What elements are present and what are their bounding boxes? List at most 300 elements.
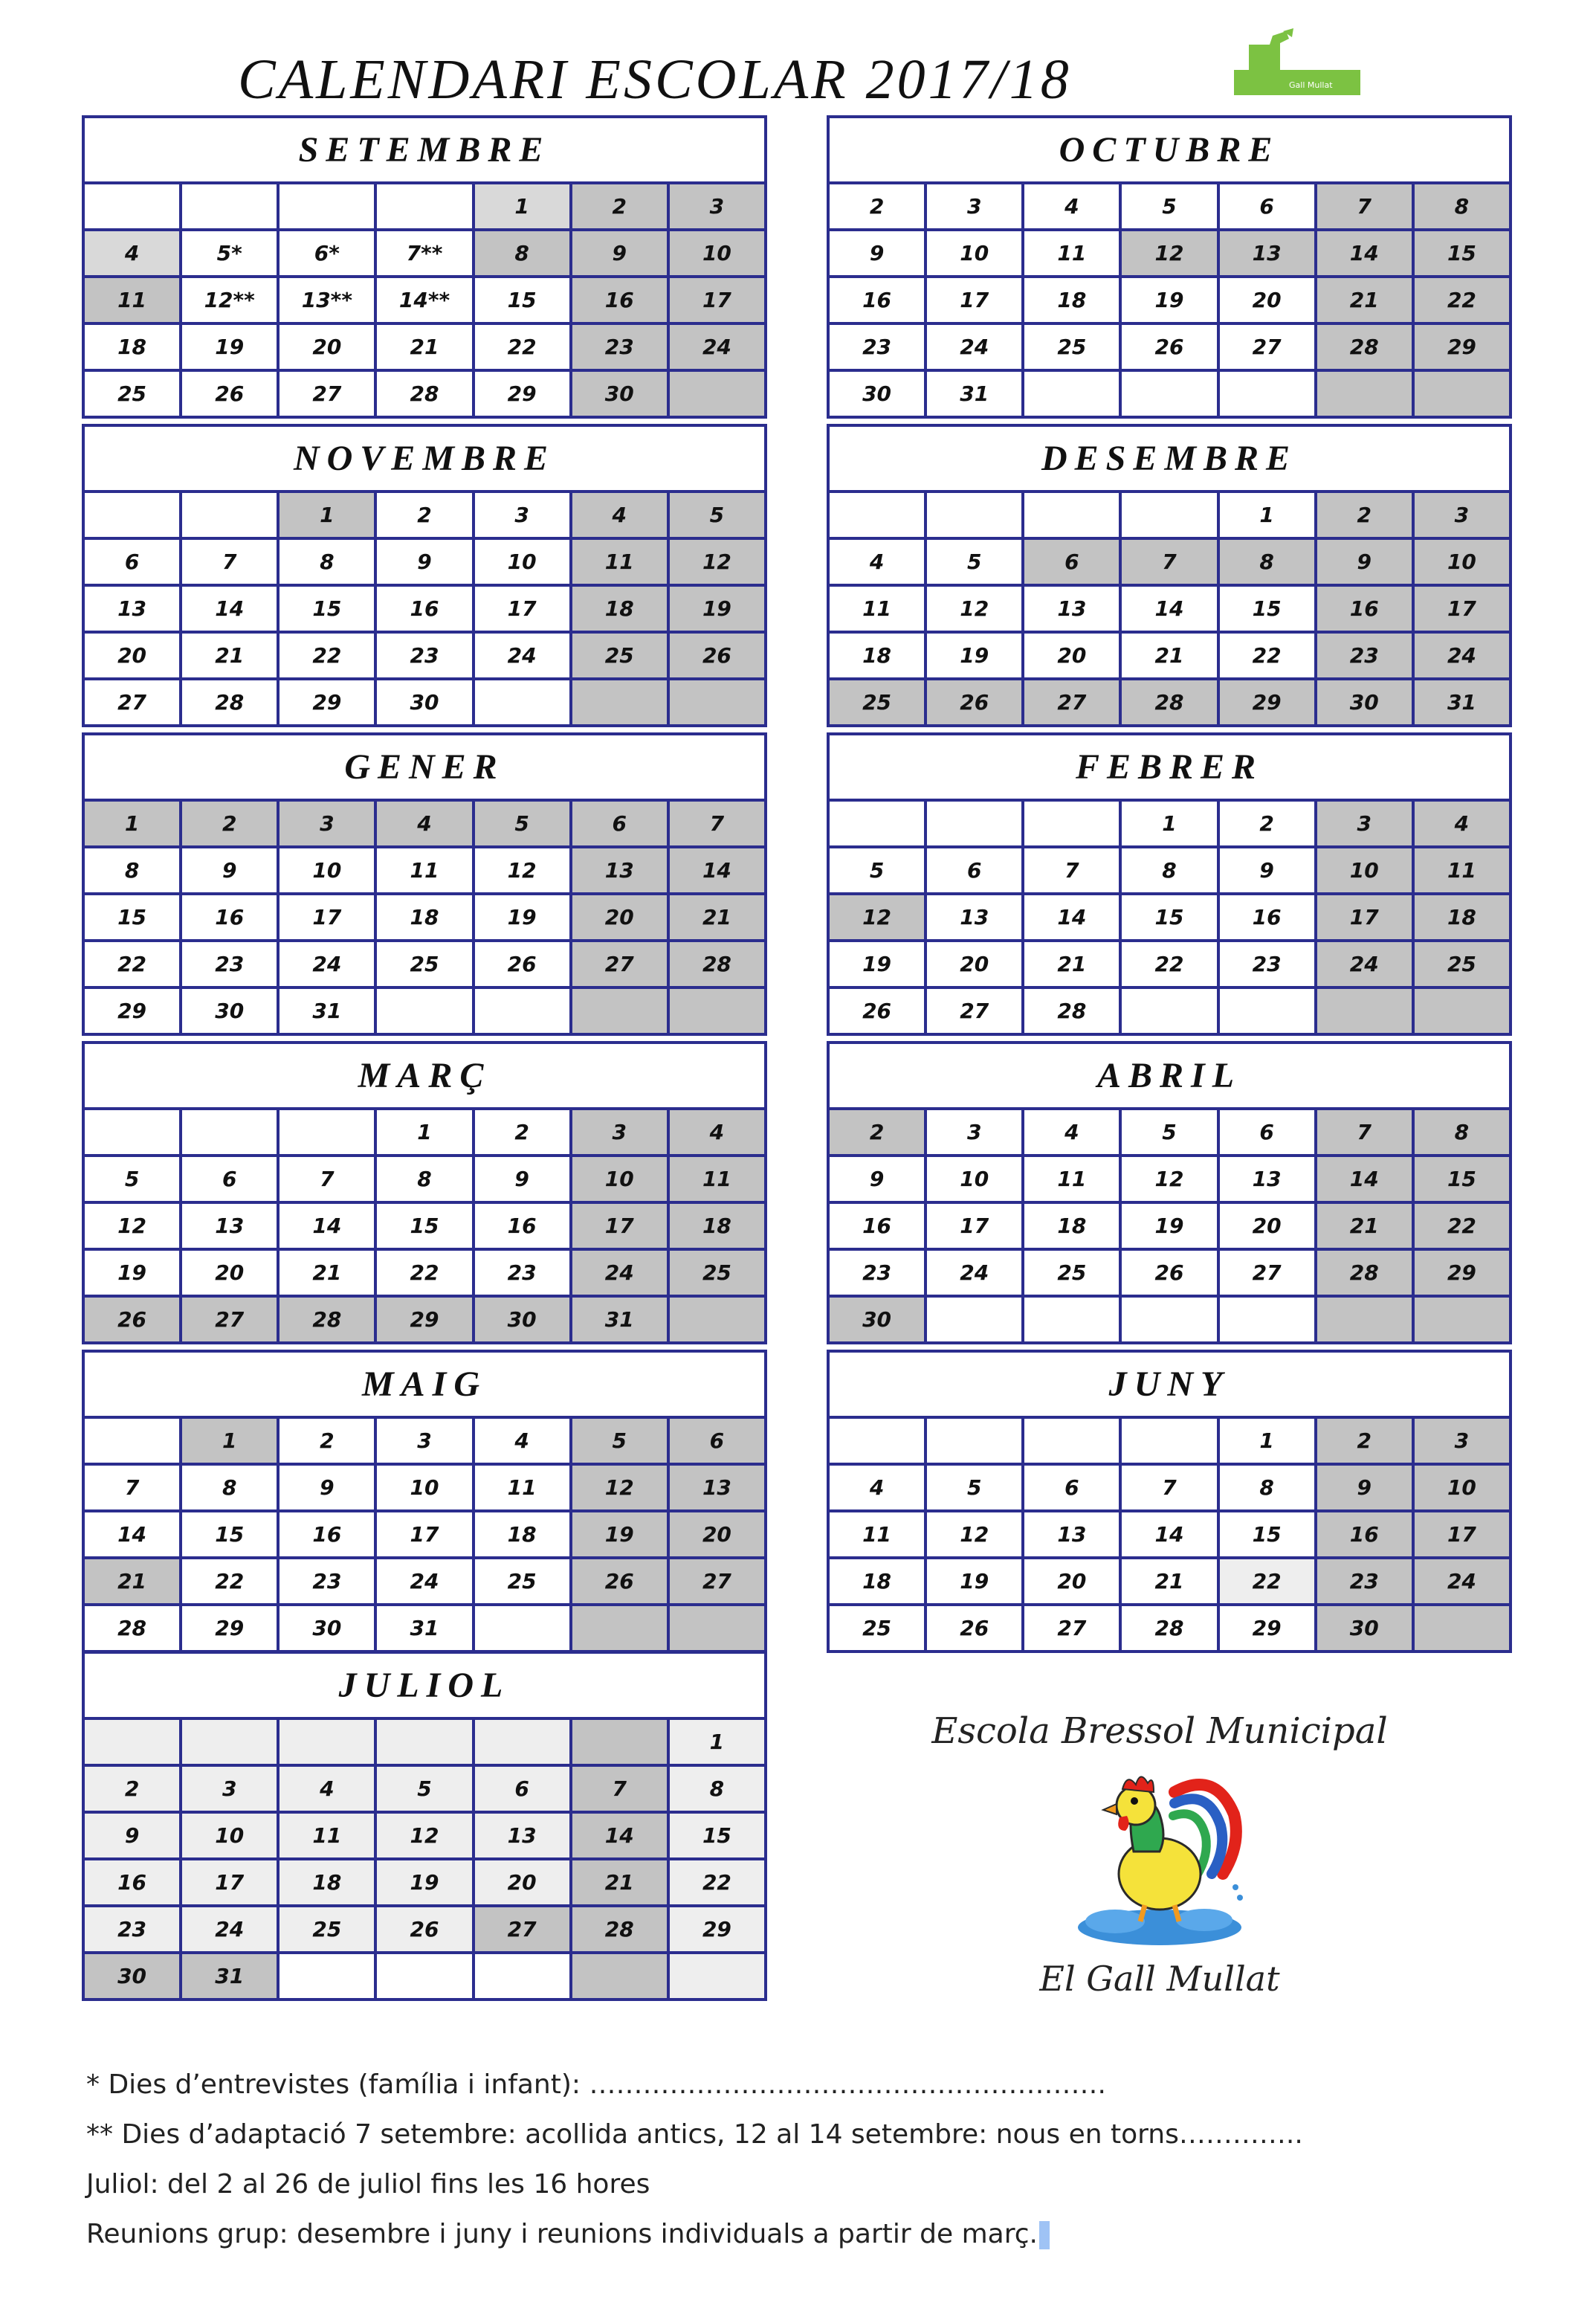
week-row bbox=[828, 323, 1511, 370]
day-cell: 28 bbox=[1120, 1605, 1218, 1652]
day-cell: 7** bbox=[375, 230, 473, 277]
day-cell: 16 bbox=[1218, 894, 1316, 941]
day-cell: 3 bbox=[571, 1109, 668, 1156]
day-cell: 3 bbox=[1413, 1417, 1511, 1464]
day-cell: 7 bbox=[83, 1464, 181, 1511]
day-cell: 15 bbox=[668, 1812, 766, 1859]
empty-cell bbox=[83, 492, 181, 538]
day-cell: 9 bbox=[375, 538, 473, 585]
month-grid bbox=[827, 1416, 1512, 1653]
day-cell: 1 bbox=[1120, 800, 1218, 847]
empty-cell bbox=[375, 183, 473, 230]
day-cell: 27 bbox=[1218, 1249, 1316, 1296]
day-cell: 1 bbox=[1218, 1417, 1316, 1464]
day-cell: 5 bbox=[1120, 1109, 1218, 1156]
day-cell: 14 bbox=[668, 847, 766, 894]
day-cell: 21 bbox=[1316, 1202, 1413, 1249]
week-row bbox=[83, 847, 766, 894]
month-setembre bbox=[82, 115, 767, 419]
note-meetings bbox=[86, 2209, 1573, 2259]
day-cell: 16 bbox=[181, 894, 278, 941]
day-cell: 9 bbox=[1218, 847, 1316, 894]
school-subtitle: El Gall Mullat bbox=[1039, 1959, 1280, 1999]
week-row bbox=[828, 492, 1511, 538]
day-cell: 19 bbox=[474, 894, 571, 941]
empty-cell bbox=[668, 987, 766, 1034]
day-cell: 2 bbox=[571, 183, 668, 230]
day-cell: 20 bbox=[83, 632, 181, 679]
empty-cell bbox=[1023, 1417, 1120, 1464]
note-adaptation: ** Dies d’adaptació 7 setembre: acollida antics, 12 al 14 setembre: nous en torns………….. bbox=[86, 2119, 1303, 2150]
day-cell: 2 bbox=[828, 1109, 925, 1156]
week-row bbox=[828, 1464, 1511, 1511]
day-cell: 18 bbox=[83, 323, 181, 370]
day-cell: 30 bbox=[181, 987, 278, 1034]
day-cell: 24 bbox=[925, 1249, 1023, 1296]
day-cell: 24 bbox=[1413, 632, 1511, 679]
day-cell: 6 bbox=[925, 847, 1023, 894]
day-cell: 18 bbox=[375, 894, 473, 941]
month-title: NOVEMBRE bbox=[82, 424, 767, 490]
day-cell: 21 bbox=[668, 894, 766, 941]
day-cell: 24 bbox=[278, 941, 375, 987]
day-cell: 4 bbox=[1413, 800, 1511, 847]
day-cell: 15 bbox=[83, 894, 181, 941]
day-cell: 28 bbox=[83, 1605, 181, 1652]
day-cell: 1 bbox=[668, 1718, 766, 1765]
day-cell: 8 bbox=[1218, 538, 1316, 585]
day-cell: 28 bbox=[668, 941, 766, 987]
day-cell: 27 bbox=[278, 370, 375, 417]
day-cell: 6 bbox=[474, 1765, 571, 1812]
day-cell: 7 bbox=[1120, 1464, 1218, 1511]
day-cell: 19 bbox=[1120, 1202, 1218, 1249]
day-cell: 22 bbox=[278, 632, 375, 679]
day-cell: 23 bbox=[1218, 941, 1316, 987]
day-cell: 27 bbox=[1023, 1605, 1120, 1652]
month-marc bbox=[82, 1041, 767, 1344]
day-cell: 3 bbox=[668, 183, 766, 230]
month-grid bbox=[827, 181, 1512, 419]
day-cell: 21 bbox=[1120, 1558, 1218, 1605]
day-cell: 13 bbox=[668, 1464, 766, 1511]
day-cell: 5 bbox=[1120, 183, 1218, 230]
day-cell: 12 bbox=[571, 1464, 668, 1511]
week-row bbox=[83, 1464, 766, 1511]
day-cell: 25 bbox=[375, 941, 473, 987]
empty-cell bbox=[375, 1953, 473, 2000]
day-cell: 27 bbox=[83, 679, 181, 726]
day-cell: 17 bbox=[1413, 1511, 1511, 1558]
week-row bbox=[828, 679, 1511, 726]
day-cell: 23 bbox=[474, 1249, 571, 1296]
month-grid bbox=[82, 181, 767, 419]
day-cell: 28 bbox=[1023, 987, 1120, 1034]
day-cell: 16 bbox=[828, 277, 925, 323]
empty-cell bbox=[83, 1417, 181, 1464]
day-cell: 11 bbox=[474, 1464, 571, 1511]
day-cell: 12 bbox=[925, 585, 1023, 632]
day-cell: 8 bbox=[668, 1765, 766, 1812]
day-cell: 10 bbox=[278, 847, 375, 894]
day-cell: 5 bbox=[571, 1417, 668, 1464]
day-cell: 7 bbox=[668, 800, 766, 847]
day-cell: 18 bbox=[828, 1558, 925, 1605]
week-row bbox=[83, 538, 766, 585]
day-cell: 16 bbox=[375, 585, 473, 632]
day-cell: 3 bbox=[181, 1765, 278, 1812]
empty-cell bbox=[1120, 987, 1218, 1034]
week-row bbox=[83, 230, 766, 277]
week-row bbox=[83, 277, 766, 323]
day-cell: 5* bbox=[181, 230, 278, 277]
week-row bbox=[828, 230, 1511, 277]
day-cell: 17 bbox=[181, 1859, 278, 1906]
day-cell: 13 bbox=[1218, 230, 1316, 277]
empty-cell bbox=[1120, 1417, 1218, 1464]
empty-cell bbox=[828, 492, 925, 538]
month-grid bbox=[82, 1416, 767, 1653]
day-cell: 22 bbox=[1218, 1558, 1316, 1605]
empty-cell bbox=[1316, 1296, 1413, 1343]
day-cell: 11 bbox=[828, 585, 925, 632]
day-cell: 25 bbox=[828, 1605, 925, 1652]
day-cell: 27 bbox=[571, 941, 668, 987]
week-row bbox=[828, 800, 1511, 847]
empty-cell bbox=[278, 1718, 375, 1765]
day-cell: 20 bbox=[181, 1249, 278, 1296]
day-cell: 13 bbox=[181, 1202, 278, 1249]
month-desembre bbox=[827, 424, 1512, 727]
day-cell: 25 bbox=[828, 679, 925, 726]
day-cell: 14 bbox=[571, 1812, 668, 1859]
day-cell: 28 bbox=[375, 370, 473, 417]
week-row bbox=[828, 1558, 1511, 1605]
day-cell: 28 bbox=[278, 1296, 375, 1343]
day-cell: 4 bbox=[1023, 1109, 1120, 1156]
day-cell: 15 bbox=[375, 1202, 473, 1249]
empty-cell bbox=[571, 1605, 668, 1652]
day-cell: 30 bbox=[375, 679, 473, 726]
school-name: Escola Bressol Municipal bbox=[931, 1710, 1388, 1752]
day-cell: 6 bbox=[181, 1156, 278, 1202]
day-cell: 7 bbox=[1316, 183, 1413, 230]
day-cell: 30 bbox=[278, 1605, 375, 1652]
day-cell: 5 bbox=[474, 800, 571, 847]
day-cell: 26 bbox=[925, 1605, 1023, 1652]
empty-cell bbox=[571, 1718, 668, 1765]
day-cell: 8 bbox=[375, 1156, 473, 1202]
day-cell: 28 bbox=[181, 679, 278, 726]
day-cell: 8 bbox=[1218, 1464, 1316, 1511]
day-cell: 31 bbox=[925, 370, 1023, 417]
day-cell: 7 bbox=[181, 538, 278, 585]
day-cell: 28 bbox=[571, 1906, 668, 1953]
day-cell: 7 bbox=[1120, 538, 1218, 585]
day-cell: 26 bbox=[1120, 1249, 1218, 1296]
week-row bbox=[83, 1812, 766, 1859]
day-cell: 22 bbox=[181, 1558, 278, 1605]
day-cell: 21 bbox=[571, 1859, 668, 1906]
day-cell: 11 bbox=[1413, 847, 1511, 894]
week-row bbox=[828, 370, 1511, 417]
day-cell: 20 bbox=[571, 894, 668, 941]
empty-cell bbox=[83, 183, 181, 230]
day-cell: 16 bbox=[278, 1511, 375, 1558]
day-cell: 13 bbox=[925, 894, 1023, 941]
week-row bbox=[83, 492, 766, 538]
empty-cell bbox=[278, 1953, 375, 2000]
day-cell: 14 bbox=[1316, 1156, 1413, 1202]
week-row bbox=[83, 679, 766, 726]
day-cell: 9 bbox=[83, 1812, 181, 1859]
day-cell: 23 bbox=[828, 1249, 925, 1296]
day-cell: 14 bbox=[1316, 230, 1413, 277]
week-row bbox=[828, 1109, 1511, 1156]
day-cell: 29 bbox=[1218, 679, 1316, 726]
month-grid bbox=[82, 1717, 767, 2001]
empty-cell bbox=[1413, 370, 1511, 417]
day-cell: 8 bbox=[1120, 847, 1218, 894]
day-cell: 5 bbox=[375, 1765, 473, 1812]
day-cell: 19 bbox=[668, 585, 766, 632]
day-cell: 2 bbox=[278, 1417, 375, 1464]
day-cell: 7 bbox=[278, 1156, 375, 1202]
day-cell: 27 bbox=[925, 987, 1023, 1034]
day-cell: 20 bbox=[1218, 1202, 1316, 1249]
day-cell: 13 bbox=[83, 585, 181, 632]
day-cell: 3 bbox=[925, 183, 1023, 230]
day-cell: 14 bbox=[181, 585, 278, 632]
day-cell: 16 bbox=[83, 1859, 181, 1906]
day-cell: 29 bbox=[1413, 323, 1511, 370]
day-cell: 27 bbox=[1023, 679, 1120, 726]
day-cell: 14** bbox=[375, 277, 473, 323]
week-row bbox=[83, 1109, 766, 1156]
day-cell: 16 bbox=[1316, 585, 1413, 632]
day-cell: 4 bbox=[1023, 183, 1120, 230]
month-title: OCTUBRE bbox=[827, 115, 1512, 181]
day-cell: 13 bbox=[571, 847, 668, 894]
day-cell: 22 bbox=[83, 941, 181, 987]
day-cell: 11 bbox=[1023, 230, 1120, 277]
empty-cell bbox=[1413, 1605, 1511, 1652]
day-cell: 10 bbox=[571, 1156, 668, 1202]
day-cell: 23 bbox=[375, 632, 473, 679]
day-cell: 21 bbox=[181, 632, 278, 679]
day-cell: 26 bbox=[1120, 323, 1218, 370]
empty-cell bbox=[828, 800, 925, 847]
week-row bbox=[83, 632, 766, 679]
day-cell: 31 bbox=[278, 987, 375, 1034]
week-row bbox=[83, 1296, 766, 1343]
week-row bbox=[83, 1906, 766, 1953]
day-cell: 29 bbox=[1218, 1605, 1316, 1652]
empty-cell bbox=[1023, 370, 1120, 417]
day-cell: 26 bbox=[925, 679, 1023, 726]
day-cell: 20 bbox=[1218, 277, 1316, 323]
day-cell: 20 bbox=[474, 1859, 571, 1906]
month-juny bbox=[827, 1350, 1512, 1653]
week-row bbox=[828, 632, 1511, 679]
day-cell: 17 bbox=[375, 1511, 473, 1558]
day-cell: 9 bbox=[474, 1156, 571, 1202]
day-cell: 19 bbox=[828, 941, 925, 987]
day-cell: 4 bbox=[278, 1765, 375, 1812]
month-title: JULIOL bbox=[82, 1651, 767, 1717]
day-cell: 8 bbox=[1413, 1109, 1511, 1156]
day-cell: 11 bbox=[278, 1812, 375, 1859]
week-row bbox=[83, 183, 766, 230]
day-cell: 1 bbox=[1218, 492, 1316, 538]
day-cell: 30 bbox=[571, 370, 668, 417]
day-cell: 12 bbox=[375, 1812, 473, 1859]
empty-cell bbox=[474, 679, 571, 726]
day-cell: 26 bbox=[83, 1296, 181, 1343]
month-title: MARÇ bbox=[82, 1041, 767, 1107]
day-cell: 6 bbox=[571, 800, 668, 847]
corner-logo-text: Gall Mullat bbox=[1289, 80, 1333, 90]
day-cell: 15 bbox=[1120, 894, 1218, 941]
week-row bbox=[83, 1156, 766, 1202]
day-cell: 11 bbox=[668, 1156, 766, 1202]
day-cell: 12 bbox=[1120, 230, 1218, 277]
month-grid bbox=[82, 490, 767, 727]
week-row bbox=[83, 800, 766, 847]
day-cell: 24 bbox=[375, 1558, 473, 1605]
day-cell: 3 bbox=[1316, 800, 1413, 847]
week-row bbox=[83, 894, 766, 941]
empty-cell bbox=[1023, 1296, 1120, 1343]
day-cell: 2 bbox=[1218, 800, 1316, 847]
day-cell: 9 bbox=[571, 230, 668, 277]
day-cell: 27 bbox=[1218, 323, 1316, 370]
day-cell: 9 bbox=[828, 230, 925, 277]
day-cell: 2 bbox=[474, 1109, 571, 1156]
day-cell: 6 bbox=[1218, 1109, 1316, 1156]
day-cell: 29 bbox=[1413, 1249, 1511, 1296]
day-cell: 17 bbox=[474, 585, 571, 632]
day-cell: 1 bbox=[278, 492, 375, 538]
month-maig bbox=[82, 1350, 767, 1653]
day-cell: 3 bbox=[474, 492, 571, 538]
day-cell: 20 bbox=[925, 941, 1023, 987]
day-cell: 25 bbox=[83, 370, 181, 417]
day-cell: 23 bbox=[83, 1906, 181, 1953]
day-cell: 23 bbox=[278, 1558, 375, 1605]
day-cell: 19 bbox=[375, 1859, 473, 1906]
day-cell: 2 bbox=[1316, 492, 1413, 538]
day-cell: 3 bbox=[1413, 492, 1511, 538]
note-meetings-text: Reunions grup: desembre i juny i reunions individuals a partir de març. bbox=[86, 2219, 1038, 2249]
empty-cell bbox=[474, 1718, 571, 1765]
day-cell: 13 bbox=[474, 1812, 571, 1859]
empty-cell bbox=[474, 1953, 571, 2000]
empty-cell bbox=[925, 1417, 1023, 1464]
day-cell: 9 bbox=[828, 1156, 925, 1202]
day-cell: 6 bbox=[83, 538, 181, 585]
day-cell: 30 bbox=[83, 1953, 181, 2000]
day-cell: 17 bbox=[1316, 894, 1413, 941]
day-cell: 31 bbox=[1413, 679, 1511, 726]
empty-cell bbox=[375, 987, 473, 1034]
empty-cell bbox=[571, 987, 668, 1034]
month-febrer bbox=[827, 732, 1512, 1036]
month-title: ABRIL bbox=[827, 1041, 1512, 1107]
empty-cell bbox=[925, 800, 1023, 847]
month-gener bbox=[82, 732, 767, 1036]
day-cell: 15 bbox=[278, 585, 375, 632]
empty-cell bbox=[571, 679, 668, 726]
day-cell: 23 bbox=[1316, 1558, 1413, 1605]
day-cell: 25 bbox=[1023, 1249, 1120, 1296]
empty-cell bbox=[668, 1296, 766, 1343]
day-cell: 4 bbox=[828, 538, 925, 585]
month-title: SETEMBRE bbox=[82, 115, 767, 181]
day-cell: 16 bbox=[1316, 1511, 1413, 1558]
day-cell: 10 bbox=[1316, 847, 1413, 894]
week-row bbox=[828, 538, 1511, 585]
empty-cell bbox=[1413, 987, 1511, 1034]
day-cell: 26 bbox=[181, 370, 278, 417]
day-cell: 18 bbox=[571, 585, 668, 632]
day-cell: 9 bbox=[1316, 538, 1413, 585]
empty-cell bbox=[83, 1718, 181, 1765]
day-cell: 24 bbox=[571, 1249, 668, 1296]
day-cell: 4 bbox=[375, 800, 473, 847]
day-cell: 29 bbox=[474, 370, 571, 417]
empty-cell bbox=[1316, 370, 1413, 417]
day-cell: 5 bbox=[925, 1464, 1023, 1511]
week-row bbox=[83, 1511, 766, 1558]
empty-cell bbox=[668, 370, 766, 417]
day-cell: 12** bbox=[181, 277, 278, 323]
day-cell: 12 bbox=[1120, 1156, 1218, 1202]
day-cell: 17 bbox=[668, 277, 766, 323]
day-cell: 15 bbox=[1218, 585, 1316, 632]
day-cell: 23 bbox=[181, 941, 278, 987]
empty-cell bbox=[668, 1953, 766, 2000]
week-row bbox=[828, 1249, 1511, 1296]
empty-cell bbox=[1023, 492, 1120, 538]
day-cell: 13 bbox=[1023, 585, 1120, 632]
day-cell: 26 bbox=[668, 632, 766, 679]
week-row bbox=[828, 1202, 1511, 1249]
week-row bbox=[83, 1605, 766, 1652]
note-july: Juliol: del 2 al 26 de juliol fins les 16 hores bbox=[86, 2169, 650, 2200]
day-cell: 21 bbox=[1120, 632, 1218, 679]
day-cell: 25 bbox=[668, 1249, 766, 1296]
day-cell: 21 bbox=[1023, 941, 1120, 987]
month-title: FEBRER bbox=[827, 732, 1512, 799]
empty-cell bbox=[375, 1718, 473, 1765]
day-cell: 6 bbox=[668, 1417, 766, 1464]
day-cell: 6* bbox=[278, 230, 375, 277]
day-cell: 28 bbox=[1120, 679, 1218, 726]
month-title: DESEMBRE bbox=[827, 424, 1512, 490]
empty-cell bbox=[1218, 1296, 1316, 1343]
day-cell: 29 bbox=[83, 987, 181, 1034]
text-cursor-selection bbox=[1039, 2221, 1050, 2249]
day-cell: 24 bbox=[1413, 1558, 1511, 1605]
week-row bbox=[828, 987, 1511, 1034]
day-cell: 6 bbox=[1023, 538, 1120, 585]
note-interviews: * Dies d’entrevistes (família i infant): …………………………………………………. bbox=[86, 2069, 1106, 2100]
day-cell: 18 bbox=[474, 1511, 571, 1558]
day-cell: 5 bbox=[925, 538, 1023, 585]
day-cell: 28 bbox=[1316, 1249, 1413, 1296]
day-cell: 25 bbox=[1413, 941, 1511, 987]
